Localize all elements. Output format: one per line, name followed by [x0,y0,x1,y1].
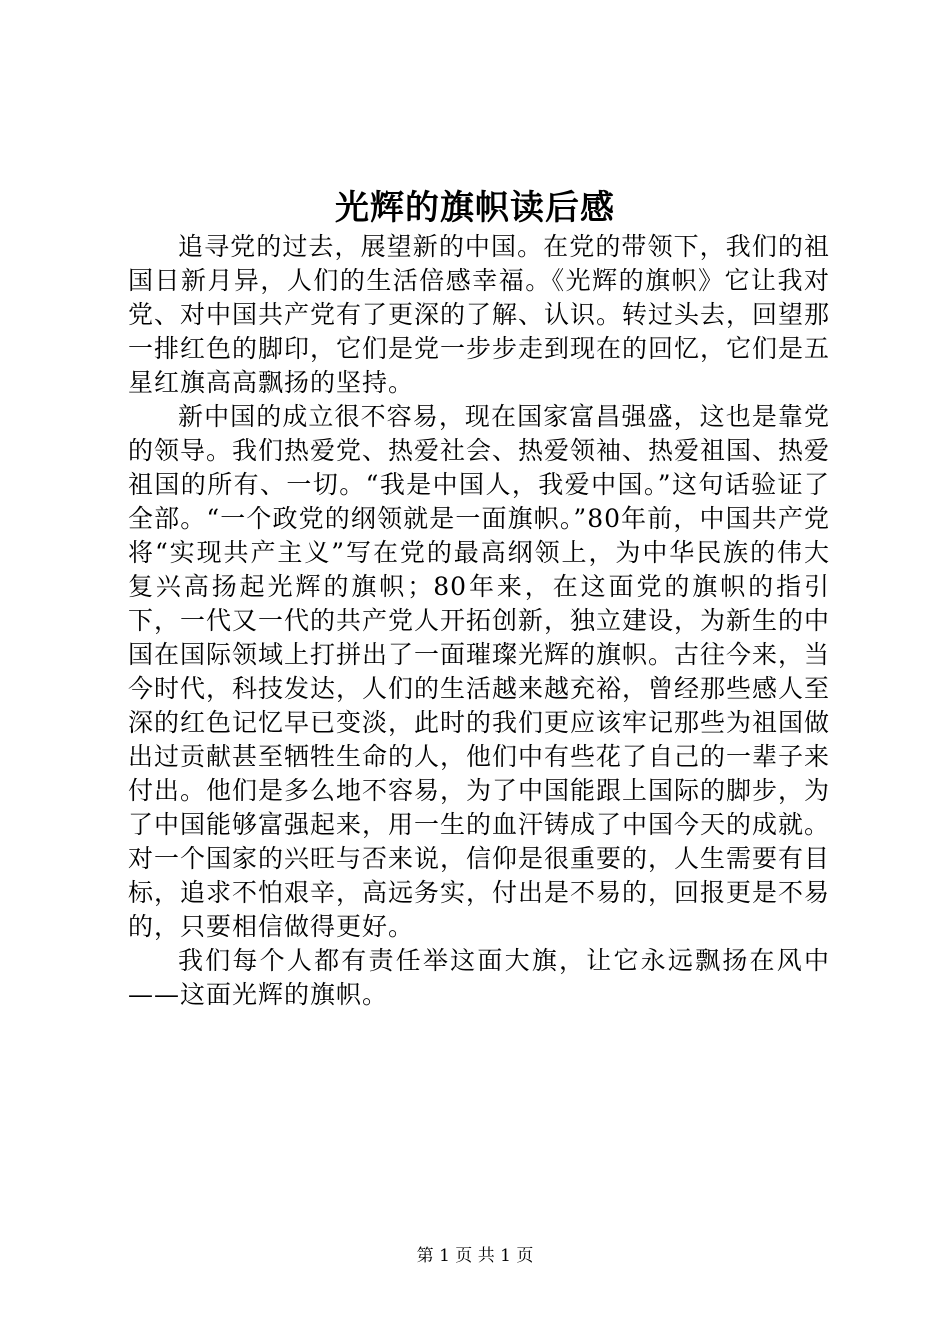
paragraph-2: 新中国的成立很不容易，现在国家富昌强盛，这也是靠党的领导。我们热爱党、热爱社会、热爱领袖、热爱祖国、热爱祖国的所有、一切。“我是中国人，我爱中国。”这句话验证了全部。“一个政党的纲领就是一面旗帜。”80年前，中国共产党将“实现共产主义”写在党的最高纲领上，为中华民族的伟大复兴高扬起光辉的旗帜；80年来，在这面党的旗帜的指引下，一代又一代的共产党人开拓创新，独立建设，为新生的中国在国际领域上打拼出了一面璀璨光辉的旗帜。古往今来，当今时代，科技发达，人们的生活越来越充裕，曾经那些感人至深的红色记忆早已变淡，此时的我们更应该牢记那些为祖国做出过贡献甚至牺牲生命的人，他们中有些花了自己的一辈子来付出。他们是多么地不容易，为了中国能跟上国际的脚步，为了中国能够富强起来，用一生的血汗铸成了中国今天的成就。对一个国家的兴旺与否来说，信仰是很重要的，人生需要有目标，追求不怕艰辛，高远务实，付出是不易的，回报更是不易的，只要相信做得更好。 [128,402,831,941]
document-title: 光辉的旗帜读后感 [335,188,615,228]
page-footer: 第 1 页 共 1 页 [416,1246,534,1266]
paragraph-1: 追寻党的过去，展望新的中国。在党的带领下，我们的祖国日新月异，人们的生活倍感幸福。《光辉的旗帜》它让我对党、对中国共产党有了更深的了解、认识。转过头去，回望那一排红色的脚印，它们是党一步步走到现在的回忆，它们是五星红旗高高飘扬的坚持。 [128,232,831,397]
paragraph-3: 我们每个人都有责任举这面大旗，让它永远飘扬在风中——这面光辉的旗帜。 [128,946,830,1009]
document-body [128,230,830,1012]
